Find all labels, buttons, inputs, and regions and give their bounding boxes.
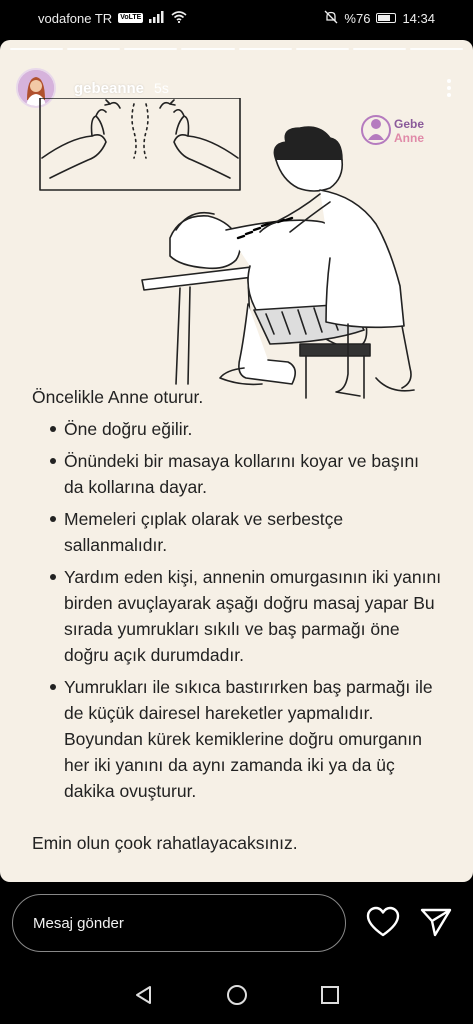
svg-text:Gebe: Gebe <box>394 117 425 131</box>
send-icon[interactable] <box>420 906 452 938</box>
message-input[interactable] <box>12 894 346 952</box>
clock: 14:34 <box>402 10 435 26</box>
battery-icon <box>376 13 396 23</box>
recents-square-icon[interactable] <box>319 984 341 1006</box>
reply-bar <box>0 888 473 960</box>
brand-logo-icon <box>360 106 440 152</box>
battery-percent: %76 <box>344 10 371 26</box>
intro-text: Öncelikle Anne oturur. <box>32 387 204 407</box>
svg-text:Anne: Anne <box>394 131 424 145</box>
list-item: Öne doğru eğilir. <box>50 416 443 442</box>
status-bar-left <box>38 11 187 26</box>
story-progress-segment <box>124 48 177 50</box>
list-item: Önündeki bir masaya kollarını koyar ve başını da kollarına dayar. <box>50 448 443 500</box>
system-nav-bar <box>0 966 473 1024</box>
message-placeholder: Mesaj gönder <box>33 914 124 932</box>
outro-text: Emin olun çook rahatlayacaksınız. <box>32 833 298 853</box>
story-username[interactable]: gebeanne <box>74 79 145 97</box>
wifi-icon <box>171 11 187 26</box>
list-item: Yardım eden kişi, annenin omurgasının iki yanını birden avuçlayarak aşağı doğru masaj yapar Bu sırada yumrukları sıkılı ve baş parmağı öne doğru açık durumdadır. <box>50 564 443 668</box>
back-triangle-icon[interactable] <box>133 984 155 1006</box>
story-progress-segment <box>67 48 120 50</box>
story-text <box>32 384 443 874</box>
carrier-name: vodafone TR <box>38 10 113 26</box>
status-bar <box>0 0 473 36</box>
list-item: Yumrukları ile sıkıca bastırırken baş parmağı ile de küçük dairesel hareketler yapmalıdır. Boyundan kürek kemiklerine doğru omurganın her iki yanını da aynı zamanda iki ya da üç dakika ovuşturur. <box>50 674 443 804</box>
home-circle-icon[interactable] <box>225 983 249 1007</box>
signal-icon <box>149 11 165 26</box>
gebe-anne-logo <box>360 106 440 152</box>
story-progress-segment <box>353 48 406 50</box>
story-progress-segment <box>10 48 63 50</box>
story-progress-segment <box>410 48 463 50</box>
story-progress-segment <box>296 48 349 50</box>
volte-badge: VoLTE <box>120 14 142 21</box>
story-time: 5s <box>154 80 169 96</box>
story-progress-segment <box>239 48 292 50</box>
status-bar-right <box>324 10 435 27</box>
story-progress-segment <box>181 48 234 50</box>
list-item: Memeleri çıplak olarak ve serbestçe sallanmalıdır. <box>50 506 443 558</box>
instruction-list <box>32 416 443 804</box>
heart-icon[interactable] <box>366 906 400 938</box>
story-progress-bar <box>10 48 463 50</box>
mute-icon <box>324 10 338 27</box>
story-card[interactable] <box>0 40 473 882</box>
